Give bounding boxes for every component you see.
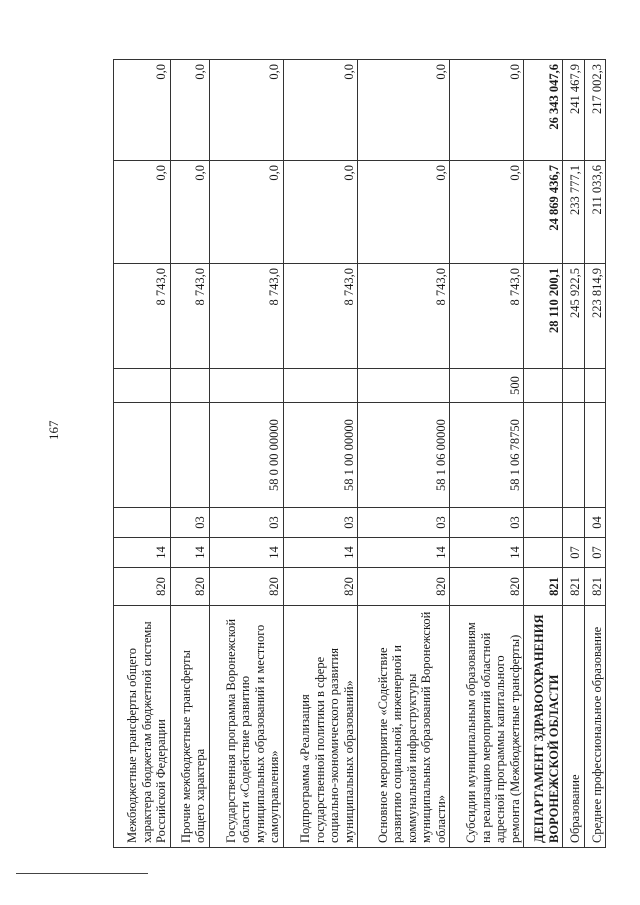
ved-code-cell: 820 [358,568,450,606]
row-name-cell: Образование [563,606,584,848]
table-row [450,60,524,848]
subsection-code-cell: 04 [584,508,605,538]
subsection-code-cell: 03 [170,508,209,538]
table-row [114,60,171,848]
amount-year2-cell: 0,0 [114,161,171,264]
row-name-cell: ДЕПАРТАМЕНТ ЗДРАВООХРАНЕНИЯ ВОРОНЕЖСКОЙ ОБЛАСТИ [524,606,563,848]
table-row [524,60,563,848]
subsection-code-cell [524,508,563,538]
expense-type-cell [114,369,171,403]
expense-type-cell [563,369,584,403]
amount-year1-cell: 8 743,0 [209,264,283,369]
amount-year2-cell: 0,0 [209,161,283,264]
amount-year1-cell: 8 743,0 [170,264,209,369]
row-name-cell: Прочие межбюджетные трансферты общего характера [170,606,209,848]
section-code-cell: 14 [170,538,209,568]
amount-year1-cell: 245 922,5 [563,264,584,369]
subsection-code-cell: 03 [358,508,450,538]
budget-table-body [114,60,606,848]
amount-year2-cell: 24 869 436,7 [524,161,563,264]
subsection-code-cell [563,508,584,538]
ved-code-cell: 820 [209,568,283,606]
row-name-cell: Государственная программа Воронежской области «Содействие развитию муниципальных образований и местного самоуправления» [209,606,283,848]
section-code-cell: 07 [563,538,584,568]
section-code-cell: 14 [114,538,171,568]
footnote-rule [16,873,148,874]
page-number: 167 [46,420,61,440]
target-article-cell [114,403,171,508]
subsection-code-cell: 03 [450,508,524,538]
ved-code-cell: 820 [170,568,209,606]
target-article-cell [170,403,209,508]
section-code-cell: 14 [450,538,524,568]
target-article-cell: 58 1 00 00000 [283,403,357,508]
amount-year1-cell: 28 110 200,1 [524,264,563,369]
row-name-cell: Среднее профессиональное образование [584,606,605,848]
table-row [563,60,584,848]
table-row [584,60,605,848]
expense-type-cell: 500 [450,369,524,403]
section-code-cell [524,538,563,568]
ved-code-cell: 820 [450,568,524,606]
row-name-cell: Межбюджетные трансферты общего характера бюджетам бюджетной системы Российской Федерации [114,606,171,848]
expense-type-cell [170,369,209,403]
expense-type-cell [524,369,563,403]
table-row [209,60,283,848]
amount-year3-cell: 0,0 [209,60,283,161]
amount-year1-cell: 8 743,0 [283,264,357,369]
target-article-cell: 58 0 00 00000 [209,403,283,508]
amount-year2-cell: 0,0 [450,161,524,264]
row-name-cell: Субсидии муниципальным образованиям на реализацию мероприятий областной адресной программы капитального ремонта (Межбюджетные трансферты) [450,606,524,848]
table-row [358,60,450,848]
budget-table [113,59,606,848]
amount-year2-cell: 0,0 [283,161,357,264]
expense-type-cell [358,369,450,403]
amount-year2-cell: 211 033,6 [584,161,605,264]
amount-year3-cell: 0,0 [114,60,171,161]
subsection-code-cell [114,508,171,538]
target-article-cell: 58 1 06 00000 [358,403,450,508]
amount-year2-cell: 0,0 [358,161,450,264]
amount-year3-cell: 241 467,9 [563,60,584,161]
ved-code-cell: 821 [524,568,563,606]
section-code-cell: 07 [584,538,605,568]
section-code-cell: 14 [283,538,357,568]
amount-year3-cell: 26 343 047,6 [524,60,563,161]
section-code-cell: 14 [358,538,450,568]
subsection-code-cell: 03 [283,508,357,538]
ved-code-cell: 821 [584,568,605,606]
amount-year2-cell: 233 777,1 [563,161,584,264]
section-code-cell: 14 [209,538,283,568]
rotated-table-container [113,60,606,848]
target-article-cell [524,403,563,508]
ved-code-cell: 821 [563,568,584,606]
amount-year3-cell: 0,0 [450,60,524,161]
ved-code-cell: 820 [283,568,357,606]
target-article-cell: 58 1 06 78750 [450,403,524,508]
amount-year3-cell: 217 002,3 [584,60,605,161]
amount-year1-cell: 8 743,0 [114,264,171,369]
amount-year3-cell: 0,0 [283,60,357,161]
amount-year3-cell: 0,0 [358,60,450,161]
amount-year1-cell: 8 743,0 [358,264,450,369]
ved-code-cell: 820 [114,568,171,606]
expense-type-cell [283,369,357,403]
target-article-cell [563,403,584,508]
amount-year2-cell: 0,0 [170,161,209,264]
table-row [283,60,357,848]
row-name-cell: Подпрограмма «Реализация государственной политики в сфере социально-экономического развития муниципальных образований» [283,606,357,848]
amount-year1-cell: 223 814,9 [584,264,605,369]
amount-year3-cell: 0,0 [170,60,209,161]
expense-type-cell [209,369,283,403]
expense-type-cell [584,369,605,403]
row-name-cell: Основное мероприятие «Содействие развитию социальной, инженерной и коммунальной инфраструктуры муниципальных образований Воронежской области» [358,606,450,848]
amount-year1-cell: 8 743,0 [450,264,524,369]
subsection-code-cell: 03 [209,508,283,538]
target-article-cell [584,403,605,508]
table-row [170,60,209,848]
